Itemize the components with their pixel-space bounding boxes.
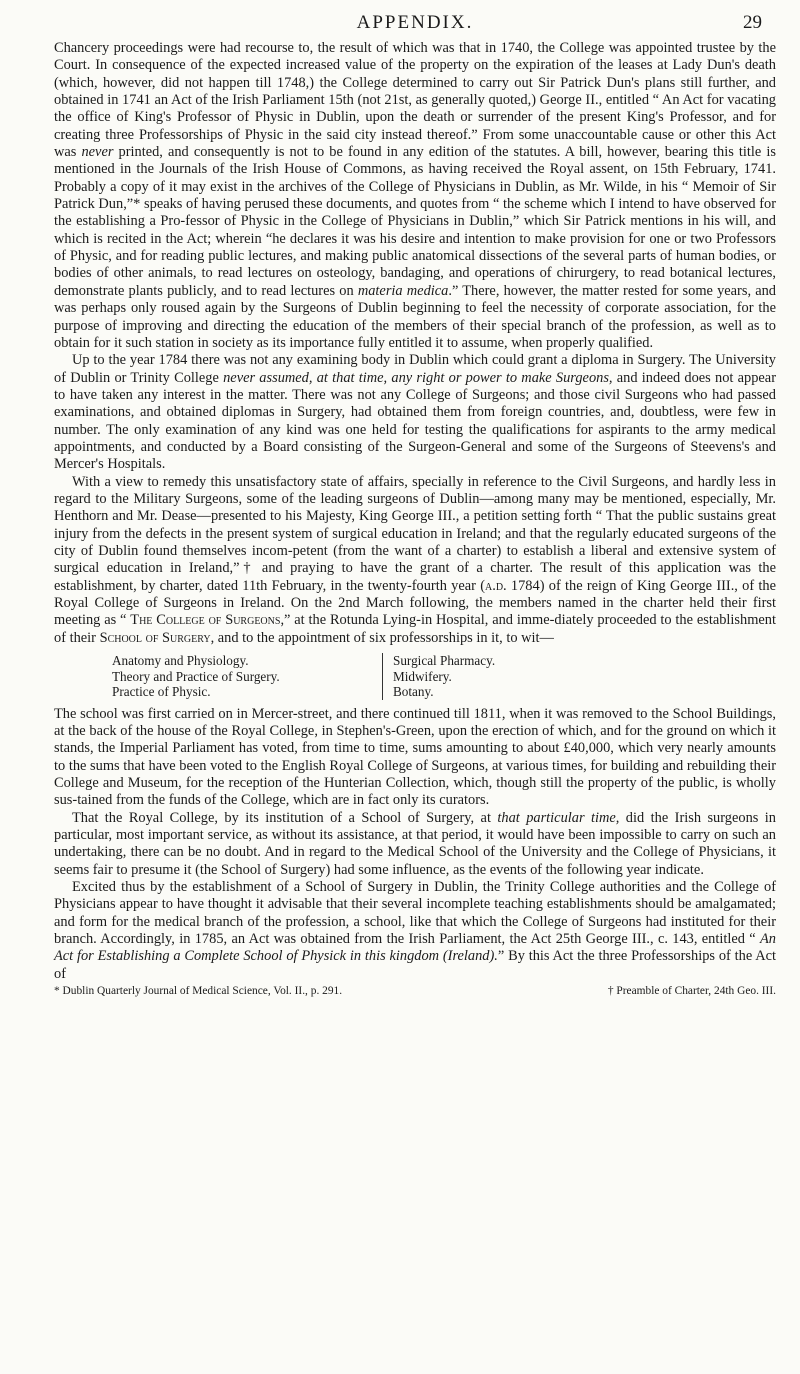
paragraph-mercer-street [54,706,776,810]
paragraph-trinity-college [54,879,776,983]
text-run: .” There, however, the matter rested for some years, and was perhaps only roused again by the Surgeons of Dublin beginning to feel the necessity of corporate association, for the purpose of improving and directing the education of the members of their special branch of the profession, as well as to obtain for it such station in society as its importance fully entitled it to assume, when properly qualified. [54,282,777,351]
italic-run: materia medica [357,282,449,299]
body-text [54,40,776,998]
professorships-list [112,653,776,700]
footnotes [54,984,776,998]
running-head: APPENDIX. [356,12,474,33]
paragraph-chancery [54,40,776,352]
professorship-item: Practice of Physic. [112,684,211,700]
text-run: With a view to remedy this unsatisfactory state of affairs, specially in reference to the Civil Surgeons, and hardly less in regard to the Military Surgeons, some of the leading surgeons of Dublin—among many may be mentioned, especially, Mr. Henthorn and Mr. Dease—presented to his Majesty, King George III., a petition setting forth “ That the public sustains great injury from the defects in the present system of surgical education in Ireland; and that the regularly educated surgeons of the city of Dublin found themselves incom-petent (from the want of a charter) to establish a liberal and extensive system of surgical education in Ireland,”† and praying to have the grant of a charter. The result of this application was the establishment, by charter, dated 11th February, in the twenty-fourth year ( [54,473,776,594]
professorship-item: Surgical Pharmacy. [393,653,496,669]
small-caps-run: School of Surgery [99,629,211,646]
text-run: The school was first carried on in Mercer-street, and there continued till 1811, when it was removed to the School Buildings, at the back of the house of the Royal College, in Stephen's-Green, upon the erection of which, and for the ground on which it stands, the Imperial Parliament has voted, from time to time, sums amounting to about £40,000, which very nearly amounts to the sums that have been voted to the English Royal College of Surgeons, at various times, for building and rebuilding their College and Museum, for the reception of the Hunterian Collection, which, though still the property of the public, is wholly sus-tained from the funds of the College, which are in fact only its curators. [54,705,776,809]
text-run: printed, and consequently is not to be found in any edition of the statutes. A bill, however, bearing this title is mentioned in the Journals of the Irish House of Commons, as having received the Royal assent, on 15th February, 1741. Probably a copy of it may exist in the archives of the College of Physicians in Dublin, as Mr. Wilde, in his “ Memoir of Sir Patrick Dun,”* speaks of having perused these documents, and quotes from “ the scheme which I intend to have observed for the establishing a Pro-fessor of Physic in the College of Physicians in Dublin,” which Sir Patrick mentions in his will, and which is recited in the Act; wherein “he declares it was his desire and intention to make provision for one or two Professors of Physic, and for reading public lectures, and making public anatomical dissections of the several parts of human bodies, or bodies of other animals, to read lectures on osteology, bandaging, and operations of chirurgery, to read botanical lectures, demonstrate plants publicly, and to read lectures on [54,144,776,299]
small-caps-run: a.d. [485,577,507,594]
professorship-item: Botany. [393,684,434,700]
italic-run: never assumed, at that time, any right or power to make Surgeons, [223,369,613,386]
footnote-preamble: † Preamble of Charter, 24th Geo. III. [607,985,776,998]
footnote-dublin-journal: * Dublin Quarterly Journal of Medical Science, Vol. II., p. 291. [54,985,343,998]
text-run: ,” at the Rotunda Lying-in Hospital, and imme-diately proceeded to the establishment of their [54,612,776,646]
paragraph-examining-body [54,352,776,473]
text-run: ” By this Act the three Professorships of the Act of [54,948,776,982]
professorship-item: Theory and Practice of Surgery. [112,668,280,684]
page-header [54,12,776,40]
italic-run: never [81,144,114,161]
text-run: Excited thus by the establishment of a School of Surgery in Dublin, the Trinity College authorities and the College of Physicians appear to have thought it advisable that their several incomplete teaching establishments should be amalgamated; and form for the medical branch of the profession, a school, like that which the College of Surgeons had instituted for their branch. Accordingly, in 1785, an Act was obtained from the Irish Parliament, the Act 25th George III., c. 143, entitled “ [54,878,776,947]
paragraph-royal-college [54,810,776,879]
professorship-item: Anatomy and Physiology. [112,653,249,669]
italic-run: that particular time, [497,809,620,826]
paragraph-petition [54,474,776,647]
professorships-column-left [112,653,383,700]
text-run: Chancery proceedings were had recourse to, the result of which was that in 1740, the College was appointed trustee by the Court. In consequence of the expected increased value of the property on the expiration of the leases at Lady Dun's death (which, however, did not happen till 1748,) the College determined to carry out Sir Patrick Dun's plans still further, and obtained in 1741 an Act of the Irish Parliament 15th (not 21st, as generally quoted,) George II., entitled “ An Act for vacating the office of King's Professor of Physic in Dublin, upon the death or surrender of the present King's Professor, and for creating three Professorships of Physic in the said city instead thereof.” From some unaccountable cause or other this Act was [54,40,776,161]
italic-run: An Act for Establishing a Complete School of Physick in this kingdom (Ireland). [54,931,776,965]
text-run: 1784) of the reign of King George III., of the Royal College of Surgeons in Ireland. On the 2nd March following, the members named in the charter held their first meeting as “ [54,577,777,629]
page-number: 29 [743,12,762,33]
small-caps-run: The College of Surgeons [130,612,281,629]
text-run: Up to the year 1784 there was not any examining body in Dublin which could grant a diploma in Surgery. The University of Dublin or Trinity College [54,352,776,386]
text-run: did the Irish surgeons in particular, most important service, as without its assistance, at that period, it would have been impossible to carry on such an undertaking, there can be no doubt. And in regard to the Medical School of the University and the College of Physicians, it seems fair to presume it (the School of Surgery) had some influence, as the events of the following year indicate. [54,809,776,878]
professorships-column-right [383,653,495,700]
text-run: , and to the appointment of six professorships in it, to wit— [210,629,554,646]
text-run: That the Royal College, by its institution of a School of Surgery, at [72,809,498,826]
text-run: and indeed does not appear to have taken any interest in the matter. There was not any College of Surgeons; and those civil Surgeons who had passed examinations, and obtained diplomas in Surgery, had obtained them from foreign countries, and, doubtless, were few in number. The only examination of any kind was one held for testing the qualifications for aspirants to the army medical appointments, and conducted by a Board consisting of the Surgeon-General and some of the Surgeons of Steevens's and Mercer's Hospitals. [54,369,776,473]
professorship-item: Midwifery. [393,668,452,684]
